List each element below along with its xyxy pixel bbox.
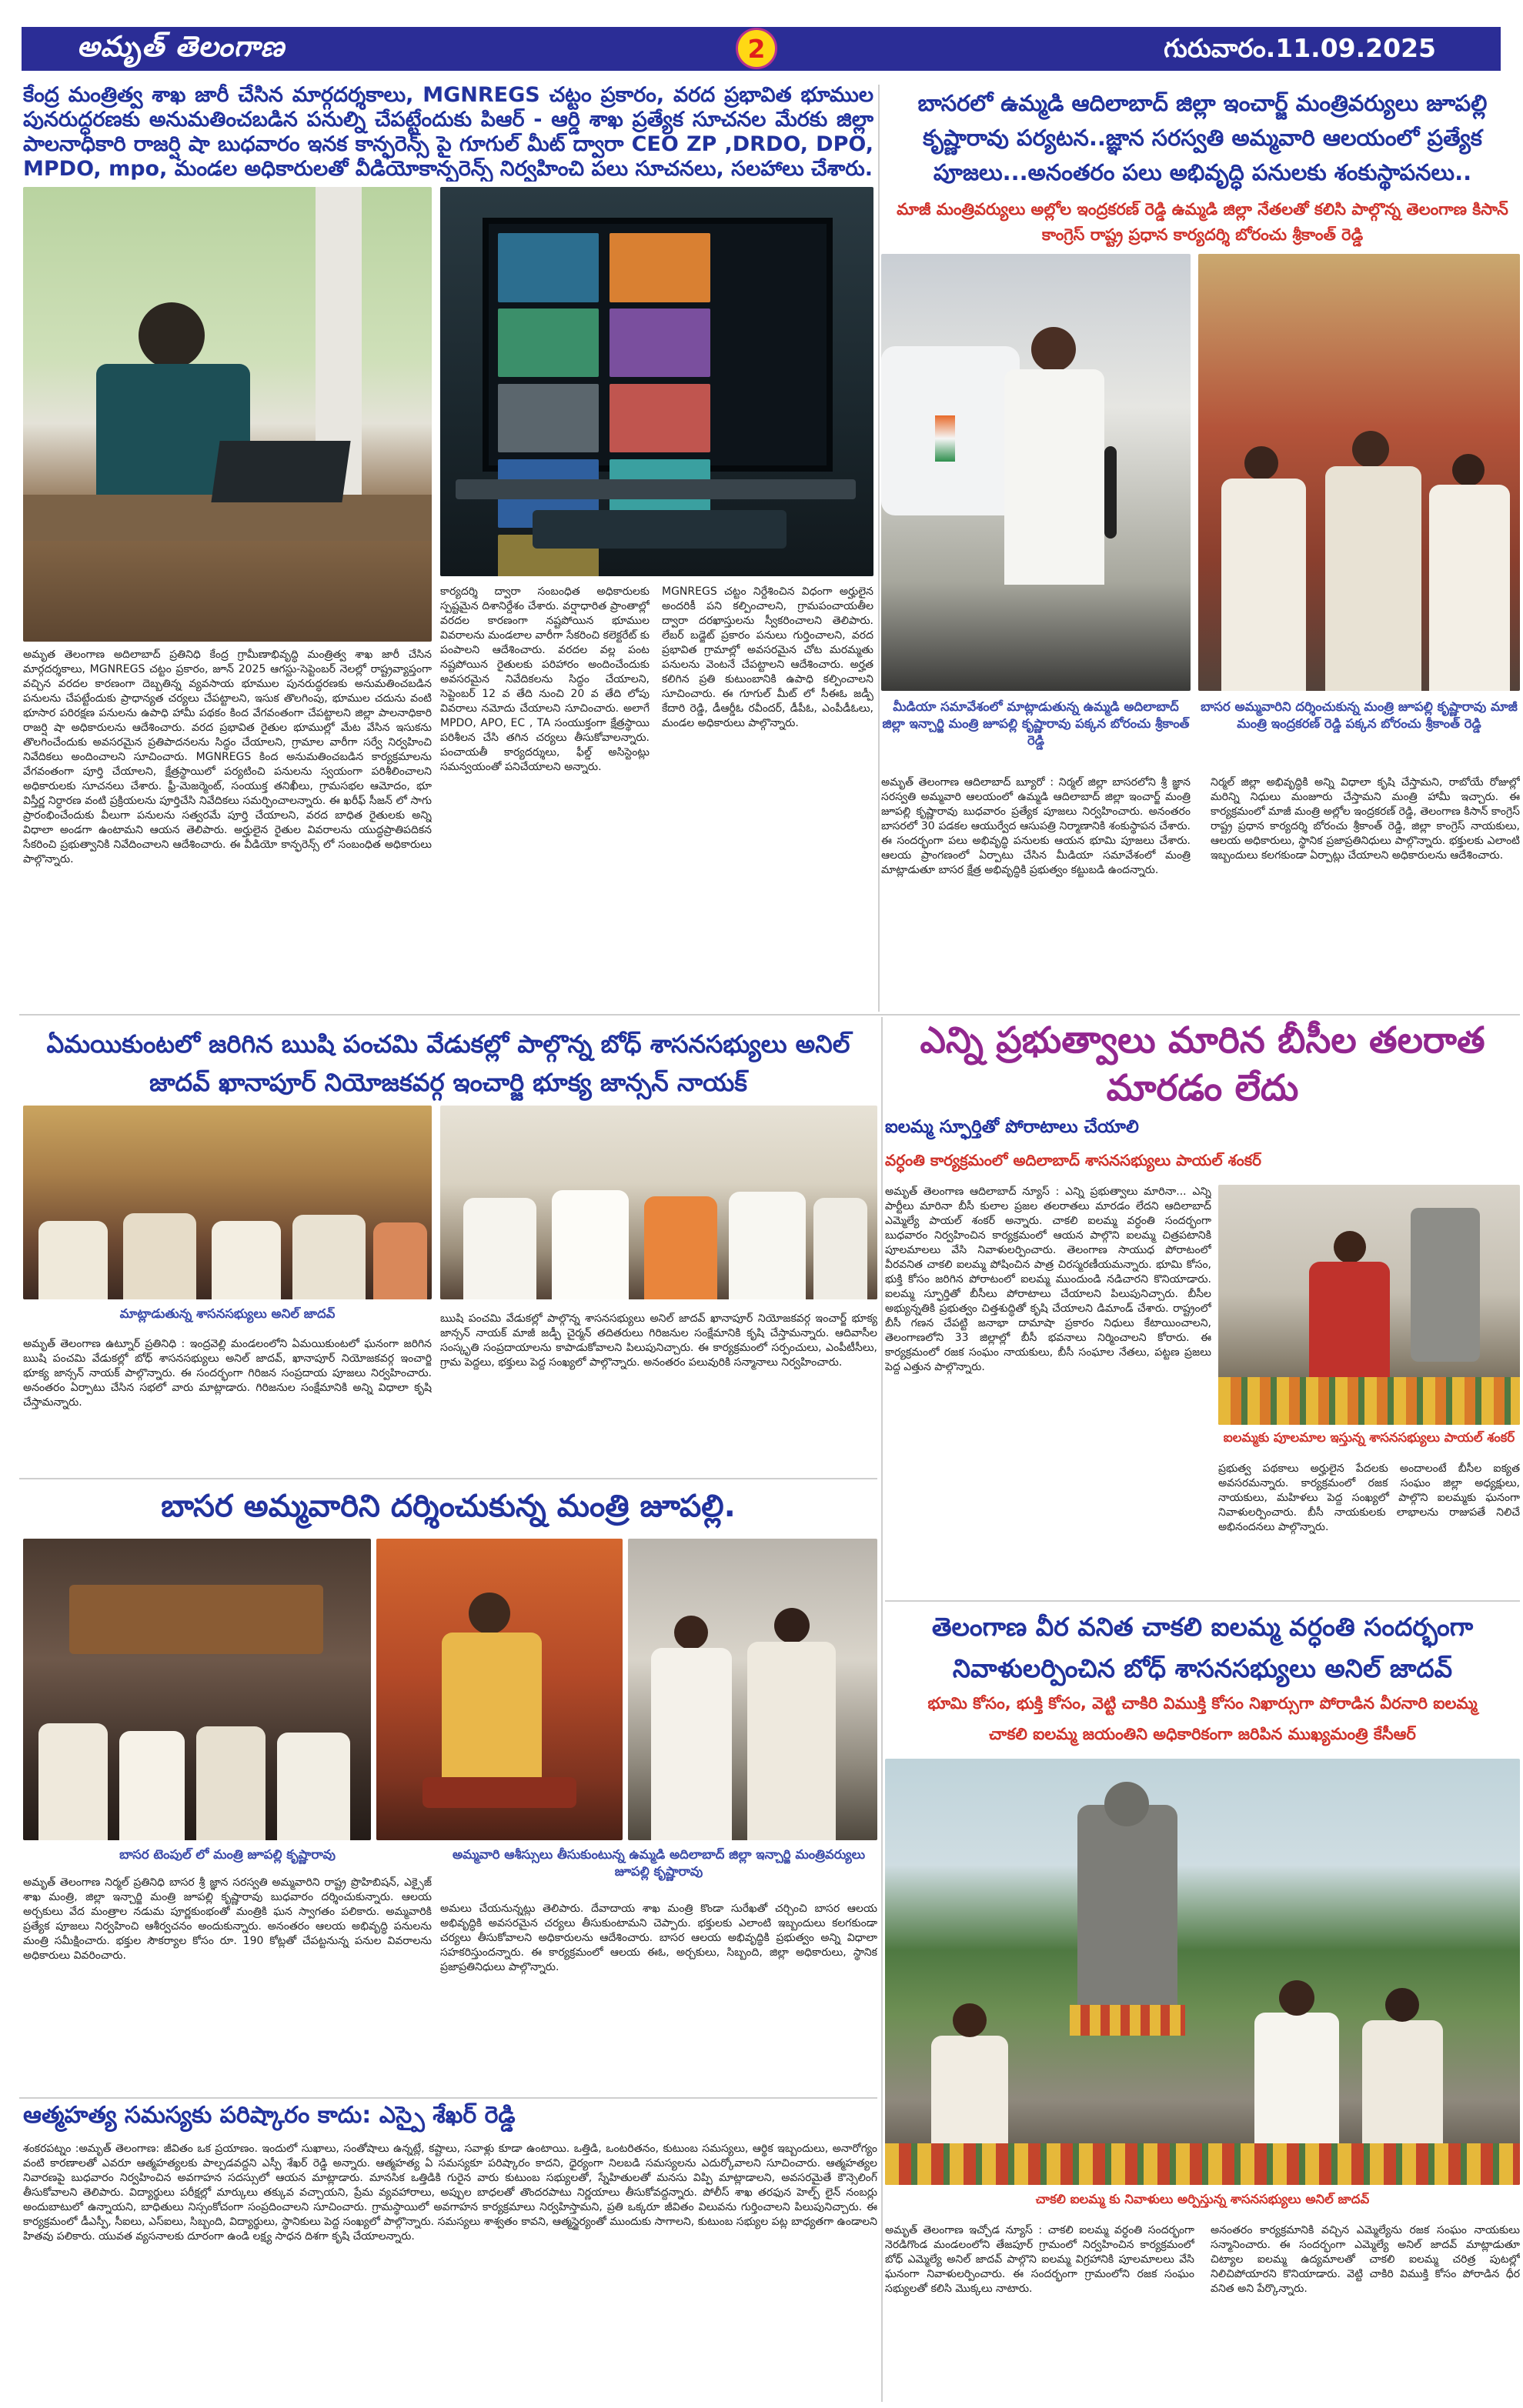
person-silhouette [1221, 479, 1306, 691]
rishi-panchami-headline: ఏమయికుంటలో జరిగిన ఋషి పంచమి వేడుకల్లో పాల్గొన్న బోధ్ శాసనసభ్యులు అనిల్ జాదవ్ ఖానాపూర్ నియోజకవర్గ ఇంచార్జి భూక్య జాన్సన్ నాయక్ [46, 1029, 850, 1097]
section-rule [885, 1600, 1520, 1602]
person-silhouette [292, 1215, 366, 1299]
laptop-keyboard [456, 479, 856, 499]
basara-tour-headline: బాసరలో ఉమ్మడి ఆదిలాబాద్ జిల్లా ఇంచార్జ్ మంత్రివర్యులు జూపల్లి కృష్ణారావు పర్యటన..జ్ఞాన సరస్వతి అమ్మవారి ఆలయంలో ప్రత్యేక పూజలు...అనంతరం పలు అభివృద్ధి పనులకు శంకుస్థాపనలు.. [917, 90, 1488, 185]
person-silhouette [953, 2003, 987, 2037]
priest-silhouette [469, 1593, 510, 1634]
basara-tour-body-col1: అమృత్ తెలంగాణ ఆదిలాబాద్ బ్యూరో : నిర్మల్ జిల్లా బాసరలోని శ్రీ జ్ఞాన సరస్వతి అమ్మవారి ఆలయంలో ఉమ్మడి ఆదిలాబాద్ జిల్లా ఇంచార్జ్ మంత్రి జూపల్లి కృష్ణారావు బుధవారం ప్రత్యేక పూజలు నిర్వహించారు. అనంతరం బాసరలో 30 పడకల ఆయుర్వేద ఆసుపత్రి నిర్మాణానికి శంకుస్థాపన చేశారు. ఈ సందర్భంగా పలు అభివృద్ధి పనులకు ఆయన భూమి పూజలు చేశారు. ఆలయ ప్రాంగణంలో ఏర్పాటు చేసిన మీడియా సమావేశంలో మంత్రి మాట్లాడుతూ బాసర క్షేత్ర అభివృద్ధికి ప్రభుత్వం కట్టుబడి ఉందన్నారు. [881, 776, 1191, 876]
person-silhouette [1031, 327, 1076, 372]
ailamma-statue [1077, 1805, 1177, 2020]
bc-body-col2: ప్రభుత్వ పథకాలు అర్హులైన పేదలకు అందాలంటే బీసీల ఐక్యత అవసరమన్నారు. కార్యక్రమంలో రజక సంఘం జిల్లా అధ్యక్షులు, నాయకులు, మహిళలు పెద్ద సంఖ్యలో పాల్గొని ఐలమ్మకు ఘనంగా నివాళులర్పించారు. బీసీ నాయకులకు లాభాలను రాజుపతే నిలిచే అభినందనలు పాల్గొన్నారు. [1218, 1462, 1520, 1533]
photo-collector-video-conference [23, 187, 432, 642]
newspaper-title: అమృత్ తెలంగాణ [77, 30, 286, 63]
meet-tile [610, 233, 710, 302]
masthead-bar [22, 27, 1501, 71]
photo-minister-press-meet [881, 254, 1191, 691]
person-silhouette [38, 1723, 108, 1840]
press-meet-caption: మీడియా సమావేశంలో మాట్లాడుతున్న ఉమ్మడి అదిలాబాద్ జిల్లా ఇన్చార్జి మంత్రి జూపల్లి కృష్ణారావు పక్కన బోరంచు శ్రీకాంత్ రెడ్డి [882, 699, 1190, 748]
basara-darshan-body-mid: అమలు చేయనున్నట్లు తెలిపారు. దేవాదాయ శాఖ మంత్రి కొండా సురేఖతో చర్చించి బాసర ఆలయ అభివృద్ధికి అవసరమైన చర్యలు తీసుకుంటామని చెప్పారు. భక్తులకు ఎలాంటి ఇబ్బందులు కలగకుండా చర్యలు తీసుకోవాలని అధికారులను ఆదేశించారు. బాసర ఆలయ అభివృద్ధికి ప్రభుత్వం అన్ని విధాలా సహకరిస్తుందన్నారు. ఈ కార్యక్రమంలో ఆలయ ఈఓ, అర్చకులు, సిబ్బంది, జిల్లా అధికారులు, స్థానిక ప్రజాప్రతినిధులు పాల్గొన్నారు. [440, 1903, 877, 1973]
rishi-panchami-body-left: అమృత్ తెలంగాణ ఉట్నూర్ ప్రతినిధి : ఇంద్రవెల్లి మండలంలోని ఏమయికుంటలో ఘనంగా జరిగిన ఋషి పంచమి వేడుకల్లో బోధ్ శాసనసభ్యులు అనిల్ జాదవ్, ఖానాపూర్ నియోజకవర్గ ఇంచార్జి భూక్య జాన్సన్ నాయక్ పాల్గొన్నారు. ఈ సందర్భంగా గిరిజన సంప్రదాయ పూజలు నిర్వహించారు. అనంతరం ఏర్పాటు చేసిన సభలో వారు మాట్లాడారు. గిరిజనుల సంక్షేమానికి అన్ని విధాలా కృషి చేస్తామన్నారు. [23, 1338, 432, 1409]
rishi-panchami-body-right: ఋషి పంచమి వేడుకల్లో పాల్గొన్న శాసనసభ్యులు అనిల్ జాదవ్ ఖానాపూర్ నియోజకవర్గ ఇంచార్జ్ భూక్య జాన్సన్ నాయక్ మాజీ జడ్పీ చైర్మన్ తదితరులు గిరిజనుల సంక్షేమానికి కృషి చేస్తామన్నారు. ఆదివాసీల సంస్కృతి సంప్రదాయాలను కాపాడుకోవాలని పిలుపునిచ్చారు. ఈ కార్యక్రమంలో సర్పంచులు, ఎంపీటీసీలు, గ్రామ పెద్దలు, భక్తులు పెద్ద సంఖ్యలో పాల్గొన్నారు. అనంతరం పలువురికి సన్మానాలు నిర్వహించారు. [440, 1312, 877, 1369]
person-silhouette [373, 1222, 427, 1299]
column-rule [881, 1017, 883, 2402]
laptop-screen [483, 218, 833, 472]
photo-rishi-panchami-gathering [23, 1106, 432, 1299]
ailamma-body-col1: అమృత్ తెలంగాణ ఇచ్చోడ న్యూస్ : చాకలి ఐలమ్మ వర్ధంతి సందర్భంగా నెరడిగొండ మండలంలోని తేజపూర్ గ్రామంలో నిర్వహించిన కార్యక్రమంలో బోధ్ ఎమ్మెల్యే అనిల్ జాదవ్ పాల్గొని ఐలమ్మ విగ్రహానికి పూలమాలలు వేసి ఘనంగా నివాళులర్పించారు. ఈ సందర్భంగా గ్రామంలోని రజక సంఘం సభ్యులతో కలిసి మొక్కలు నాటారు. [885, 2224, 1194, 2295]
meet-tile [610, 309, 710, 377]
person-silhouette [119, 1731, 185, 1840]
ailamma-portrait [1411, 1208, 1480, 1362]
person-silhouette [123, 1213, 196, 1299]
mgnregs-body-mid: కార్యదర్శి ద్వారా సంబంధిత అధికారులకు స్పష్టమైన దిశానిర్దేశం చేశారు. వర్షాధారిత ప్రాంతాల్లో వరదల కారణంగా నష్టపోయిన భూముల వివరాలను మండలాల వారీగా సేకరించి కలెక్టరేట్ కు పంపాలని ఆదేశించారు. వరదల వల్ల పంట నష్టపోయిన రైతులకు పరిహారం అందించేందుకు అవసరమైన నివేదికలను సిద్ధం చేయాలని, సెప్టెంబర్ 12 వ తేది నుంచి 20 వ తేది లోపు వివరాలు నమోదు చేయాలని సూచించారు. అలాగే MPDO, APO, EC , TA సంయుక్తంగా క్షేత్రస్థాయి పరిశీలన చేసి తగిన చర్యలు తీసుకోవాలన్నారు. పంచాయతీ కార్యదర్శులు, ఫీల్డ్ అసిస్టెంట్లు సమన్వయంతో పనిచేయాలని అన్నారు. [440, 585, 650, 773]
laptop-base [533, 510, 787, 549]
mgnregs-body-left: అమృత తెలంగాణ అదిలాబాద్ ప్రతినిధి కేంద్ర గ్రామీణాభివృద్ధి మంత్రిత్వ శాఖ జారీ చేసిన మార్గదర్శకాలు, MGNREGS చట్టం ప్రకారం, జూన్ 2025 ఆగస్టు-సెప్టెంబర్ నెలల్లో రాష్ట్రవ్యాప్తంగా వచ్చిన వరదల కారణంగా దెబ్బతిన్న వ్యవసాయ భూముల పునరుద్ధరణకు అనుమతించబడిన పనులను చేపట్టేందుకు ప్రాధాన్యత చర్యలు చేపట్టాలని, ఇసుక తొలగింపు, భూముల చదును వంటి భూసార పరిరక్షణ పనులను ఉపాధి హామీ పథకం కింద వేగవంతంగా చేపట్టాలని జిల్లా పాలనాధికారి రాజర్షి షా అధికారులను ఆదేశించారు. వరద ప్రభావిత రైతుల భూముల్లో మేట వేసిన ఇసుకను తొలగించేందుకు అవసరమైన ప్రతిపాదనలను సిద్ధం చేయాలని, గ్రామాల వారీగా సర్వే నిర్వహించి నివేదికలు అందించాలని సూచించారు. MGNREGS కింద అనుమతించబడిన కార్యక్రమాలను వేగవంతంగా పూర్తి చేయాలని, క్షేత్రస్థాయిలో పర్యటించి పనులను స్వయంగా పరిశీలించాలని అధికారులకు సూచనలు చేశారు. ఫ్రీ-మెజర్మెంట్, సంయుక్త తనిఖీలు, గ్రామసభల ఆమోదం, భూ విస్తీర్ణ నిర్ధారణ వంటి ప్రక్రియలను పూర్తిచేసి నివేదికలు సమర్పించాలన్నారు. ఈ ఖరీఫ్ సీజన్ లో సాగు ప్రారంభించేందుకు వీలుగా పనులను సత్వరమే పూర్తి చేయాలని, వరద బాధిత రైతులకు అన్ని విధాలా అండగా ఉంటామని ఆయన తెలిపారు. అర్హులైన రైతుల వివరాలను యుద్ధప్రాతిపదికన సేకరించి ప్రభుత్వానికి నివేదించాలని ఆదేశించారు. ఈ వీడియో కాన్ఫరెన్స్ లో సంబంధిత అధికారులు పాల్గొన్నారు. [23, 649, 432, 865]
basara-tour-subhead: మాజీ మంత్రివర్యులు అల్లోల ఇంద్రకరణ్ రెడ్డి ఉమ్మడి జిల్లా నేతలతో కలిసి పాల్గొన్న తెలంగాణ కిసాన్ కాంగ్రెస్ రాష్ట్ర ప్రధాన కార్యదర్శి బోరంచు శ్రీకాంత్ రెడ్డి [897, 200, 1508, 244]
photo-devotees-praying [628, 1539, 877, 1840]
bc-subhead-red: వర్ధంతి కార్యక్రమంలో అదిలాబాద్ శాసనసభ్యులు పాయల్ శంకర్ [885, 1151, 1262, 1169]
person-silhouette [1352, 431, 1389, 468]
statue-head [1104, 1782, 1149, 1826]
ailamma-subhead-red1: భూమి కోసం, భుక్తి కోసం, వెట్టి చాకిరి విముక్తి కోసం నిఖార్సుగా పోరాడిన వీరనారి ఐలమ్మ [927, 1694, 1478, 1713]
photo-payal-garlanding [1218, 1185, 1520, 1425]
basara-tour-body-col2: నిర్మల్ జిల్లా అభివృద్ధికి అన్ని విధాలా కృషి చేస్తామని, రాబోయే రోజుల్లో మరిన్ని నిధులు మంజూరు చేస్తామని మంత్రి హామీ ఇచ్చారు. ఈ కార్యక్రమంలో మాజీ మంత్రి అల్లోల ఇంద్రకరణ్ రెడ్డి, తెలంగాణ కిసాన్ కాంగ్రెస్ రాష్ట్ర ప్రధాన కార్యదర్శి బోరంచు శ్రీకాంత్ రెడ్డి, జిల్లా కాంగ్రెస్ నాయకులు, ఆలయ అధికారులు, స్థానిక ప్రజాప్రతినిధులు పాల్గొన్నారు. భక్తులకు ఎలాంటి ఇబ్బందులు కలగకుండా ఏర్పాట్లు చేయాలని అధికారులను ఆదేశించారు. [1211, 776, 1520, 862]
sp-headline: ఆత్మహత్య సమస్యకు పరిష్కారం కాదు: ఎస్పై శేఖర్ రెడ్డి [23, 2102, 516, 2129]
section-rule [19, 1478, 877, 1479]
person-silhouette [139, 302, 205, 369]
person-silhouette [1452, 454, 1485, 486]
bc-subhead-blue: ఐలమ్మ స్ఫూర్తితో పోరాటాలు చేయాలి [885, 1117, 1139, 1137]
meet-tile [498, 309, 599, 377]
person-silhouette [747, 1642, 836, 1840]
woman-in-red [1309, 1262, 1390, 1385]
person-silhouette [1244, 446, 1278, 480]
temple-darshan-caption: బాసర అమ్మవారిని దర్శించుకున్న మంత్రి జూపల్లి కృష్ణారావు మాజీ మంత్రి ఇంద్రకరణ్ రెడ్డి పక్కన బోరంచు శ్రీకాంత్ రెడ్డి [1201, 699, 1518, 731]
person-silhouette [1004, 369, 1104, 585]
ailamma-tribute-caption: చాకలి ఐలమ్మ కు నివాళులు అర్పిస్తున్న శాసనసభ్యులు అనిల్ జాదవ్ [1035, 2192, 1370, 2206]
person-silhouette [774, 1608, 810, 1643]
ailamma-subhead-red2: చాకలి ఐలమ్మ జయంతిని అధికారికంగా జరిపిన ముఖ్యమంత్రి కేసీఆర్ [989, 1725, 1416, 1743]
mgnregs-headline: కేంద్ర మంత్రిత్వ శాఖ జారీ చేసిన మార్గదర్శకాలు, MGNREGS చట్టం ప్రకారం, వరద ప్రభావిత భూముల పునరుద్ధరణకు అనుమతించబడిన పనుల్ని చేపట్టేందుకు పిఆర్ - ఆర్డి శాఖ ప్రత్యేక సూచనల మేరకు జిల్లా పాలనాధికారి రాజర్షి షా బుధవారం ఇనక కాన్ఫరెన్స్ పై గూగుల్ మీట్ ద్వారా CEO ZP ,DRDO, DPO, MPDO, mpo, మండల అధికారులతో వీడియోకాన్ఫరెన్స్ నిర్వహించి పలు సూచనలు, సలహాలు చేశారు. [23, 83, 873, 181]
column-rule [878, 85, 880, 1012]
person-silhouette [552, 1190, 629, 1299]
photo-ailamma-statue-tribute [885, 1759, 1520, 2185]
priest-silhouette [442, 1633, 542, 1786]
sp-body: శంకరపట్నం :అమృత్ తెలంగాణ: జీవితం ఒక ప్రయాణం. ఇందులో సుఖాలు, సంతోషాలు ఉన్నట్లే, కష్టాలు, సవాళ్లు కూడా ఉంటాయి. ఒత్తిడి, ఒంటరితనం, కుటుంబ సమస్యలు, ఆర్థిక ఇబ్బందులు, అనారోగ్యం వంటి కారణాలతో ఎవరూ ఆత్మహత్యలకు పాల్పడవద్దని ఎస్పీ శేఖర్ రెడ్డి అన్నారు. ఆత్మహత్య ఏ సమస్యకూ పరిష్కారం కాదని, ధైర్యంగా నిలబడి సమస్యలను ఎదుర్కోవాలని సూచించారు. ఆత్మహత్యల నివారణపై బుధవారం నిర్వహించిన అవగాహన సదస్సులో ఆయన మాట్లాడారు. మానసిక ఒత్తిడికి గురైన వారు కుటుంబ సభ్యులతో, స్నేహితులతో మనసు విప్పి మాట్లాడాలని, అవసరమైతే కౌన్సెలింగ్ తీసుకోవాలని తెలిపారు. విద్యార్థులు పరీక్షల్లో మార్కులు తక్కువ వచ్చాయని, ప్రేమ వ్యవహారాలు, అప్పుల బాధలతో తొందరపాటు నిర్ణయాలు తీసుకోవద్దన్నారు. పోలీస్ శాఖ తరఫున హెల్ప్ లైన్ నంబర్లు అందుబాటులో ఉన్నాయని, బాధితులు నిస్సంకోచంగా సంప్రదించాలని సూచించారు. గ్రామస్థాయిలో అవగాహన కార్యక్రమాలు నిర్వహిస్తామని, ప్రతి ఒక్కరూ జీవితం విలువను గుర్తించాలని పిలుపునిచ్చారు. ఈ కార్యక్రమంలో డీఎస్పీ, సీఐలు, ఎస్ఐలు, సిబ్బంది, విద్యార్థులు, స్థానికులు పెద్ద సంఖ్యలో పాల్గొన్నారు. సమస్యలు శాశ్వతం కావని, ఆత్మస్థైర్యంతో ముందుకు సాగాలని, కుటుంబ సభ్యుల పట్ల బాధ్యతగా ఉండాలని హితవు పలికారు. యువత వ్యసనాలకు దూరంగా ఉండి లక్ష్య సాధన దిశగా కృషి చేయాలన్నారు. [23, 2143, 877, 2243]
bc-body-col1: అమృత్ తెలంగాణ ఆదిలాబాద్ న్యూస్ : ఎన్ని ప్రభుత్వాలు మారినా... ఎన్ని పార్టీలు మారినా బీసీ కులాల ప్రజల తలరాతలు మారడం లేదని ఆదిలాబాద్ ఎమ్మెల్యే పాయల్ శంకర్ అన్నారు. చాకలి ఐలమ్మ వర్ధంతి సందర్భంగా బుధవారం నిర్వహించిన కార్యక్రమంలో ఆయన పాల్గొని ఐలమ్మ చిత్రపటానికి పూలమాలలు వేసి నివాళులర్పించారు. తెలంగాణ సాయుధ పోరాటంలో వీరవనిత చాకలి ఐలమ్మ పోషించిన పాత్ర చిరస్మరణీయమన్నారు. భూమి కోసం, భుక్తి కోసం జరిగిన పోరాటంలో ఐలమ్మ ముందుండి నడిచారని కొనియాడారు. ఐలమ్మ స్ఫూర్తితో బీసీలు పోరాటాలు చేయాలని పిలుపునిచ్చారు. బీసీల అభ్యున్నతికి ప్రభుత్వం చిత్తశుద్ధితో కృషి చేయాలని డిమాండ్ చేశారు. రాష్ట్రంలో బీసీ గణన చేపట్టి జనాభా దామాషా ప్రకారం నిధులు కేటాయించాలని, తెలంగాణలోని 33 జిల్లాల్లో బీసీ భవనాలు నిర్మించాలని కోరారు. ఈ కార్యక్రమంలో రజక సంఘం నాయకులు, బీసీ సంఘాల నేతలు, పట్టణ ప్రజలు పెద్ద ఎత్తున పాల్గొన్నారు. [885, 1186, 1211, 1373]
person-silhouette [212, 1221, 281, 1299]
basara-darshan-headline: బాసర అమ్మవారిని దర్శించుకున్న మంత్రి జూపల్లి. [161, 1489, 736, 1524]
page-number: 2 [747, 33, 766, 64]
person-silhouette [651, 1648, 732, 1840]
payal-garland-caption: ఐలమ్మకు పూలమాల ఇస్తున్న శాసనసభ్యులు పాయల్ శంకర్ [1223, 1430, 1515, 1445]
ritual-plate [422, 1777, 576, 1808]
marigold-flowers [1218, 1377, 1520, 1425]
flag [935, 415, 955, 462]
meet-tile [498, 384, 599, 452]
person-silhouette [463, 1198, 536, 1299]
edition-date: గురువారం.11.09.2025 [1164, 33, 1436, 63]
person-silhouette [674, 1616, 708, 1649]
anil-speaking-caption: మాట్లాడుతున్న శాసనసభ్యులు అనిల్ జాదవ్ [119, 1306, 336, 1321]
person-silhouette [196, 1726, 266, 1840]
laptop [211, 441, 350, 502]
basara-darshan-body-left: అమృత్ తెలంగాణ నిర్మల్ ప్రతినిధి బాసర శ్రీ జ్ఞాన సరస్వతి అమ్మవారిని రాష్ట్ర ప్రొహిబిషన్, ఎక్సైజ్ శాఖ మంత్రి, జిల్లా ఇన్చార్జి మంత్రి జూపల్లి కృష్ణారావు బుధవారం దర్శించుకున్నారు. ఆలయ అర్చకులు వేద మంత్రాల నడుమ పూర్ణకుంభంతో మంత్రికి ఘన స్వాగతం పలికారు. అమ్మవారికి ప్రత్యేక పూజలు నిర్వహించి ఆశీర్వచనం అందుకున్నారు. అనంతరం ఆలయ అభివృద్ధి పనులను మంత్రి సమీక్షించారు. భక్తుల సౌకర్యాల కోసం రూ. 190 కోట్లతో చేపట్టనున్న పనుల వివరాలను అధికారులు వివరించారు. [23, 1876, 432, 1962]
microphone [1104, 446, 1117, 539]
person-silhouette [813, 1198, 867, 1299]
meet-tile [610, 384, 710, 452]
page-number-badge [736, 28, 777, 69]
photo-temple-darshan [1198, 254, 1520, 691]
person-silhouette [1325, 466, 1421, 691]
person-silhouette [644, 1196, 717, 1299]
person-silhouette [277, 1733, 350, 1840]
garland [1070, 2005, 1185, 2036]
photo-priest-ritual [376, 1539, 623, 1840]
photo-felicitation-group [440, 1106, 877, 1299]
basara-temple-caption: బాసర టెంపుల్ లో మంత్రి జూపల్లి కృష్ణారావు [119, 1847, 336, 1862]
photo-google-meet-screen [440, 187, 873, 576]
person-silhouette [1279, 1980, 1314, 2016]
ailamma-headline: తెలంగాణ వీర వనిత చాకలి ఐలమ్మ వర్ధంతి సందర్భంగా నివాళులర్పించిన బోధ్ శాసనసభ్యులు అనిల్ జాదవ్ [931, 1612, 1474, 1683]
temple-altar [69, 1585, 323, 1654]
bc-headline: ఎన్ని ప్రభుత్వాలు మారిన బీసీల తలరాత మారడం లేదు [920, 1019, 1485, 1109]
person-silhouette [1429, 485, 1510, 691]
person-silhouette [38, 1221, 108, 1299]
ailamma-body-col2: అనంతరం కార్యక్రమానికి వచ్చిన ఎమ్మెల్యేను రజక సంఘం నాయకులు సన్మానించారు. ఈ సందర్భంగా ఎమ్మెల్యే అనిల్ జాదవ్ మాట్లాడుతూ చిట్యాల ఐలమ్మ ఉద్యమాలతో చాకలి ఐలమ్మ చరిత్ర పుటల్లో నిలిచిపోయారని కొనియాడారు. వెట్టి చాకిరి విముక్తి కోసం పోరాడిన ధీర వనిత అని పేర్కొన్నారు. [1211, 2224, 1520, 2295]
photo-temple-hall-seated-group [23, 1539, 371, 1840]
mgnregs-body-right: MGNREGS చట్టం నిర్దేశించిన విధంగా అర్హులైన అందరికీ పని కల్పించాలని, గ్రామపంచాయతీల ద్వారా దరఖాస్తులను స్వీకరించాలని తెలిపారు. లేబర్ బడ్జెట్ ప్రకారం పనులు గుర్తించాలని, వరద ప్రభావిత గ్రామాల్లో అవసరమైన చోట మరమ్మతు పనులను వెంటనే చేపట్టాలని ఆదేశించారు. అర్హత కలిగిన ప్రతి కుటుంబానికి ఉపాధి కల్పించాలని సూచించారు. ఈ గూగుల్ మీట్ లో సీఈఓ జడ్పీ కేదారి రెడ్డి, డీఆర్డీఓ రవీందర్, డీపీఓ, ఎంపీడీఓలు, మండల అధికారులు పాల్గొన్నారు. [662, 585, 873, 729]
blessings-caption: అమ్మవారి ఆశీస్సులు తీసుకుంటున్న ఉమ్మడి అదిలాబాద్ జిల్లా ఇన్చార్జి మంత్రివర్యులు జూపల్లి కృష్ణారావు [452, 1847, 866, 1879]
meet-tile [498, 233, 599, 302]
section-rule [19, 1014, 1520, 1016]
person-silhouette [1385, 1988, 1419, 2022]
section-rule [19, 2097, 877, 2099]
marigold-garland-row [885, 2143, 1520, 2185]
person-silhouette [729, 1192, 806, 1299]
person-silhouette [1334, 1231, 1366, 1263]
